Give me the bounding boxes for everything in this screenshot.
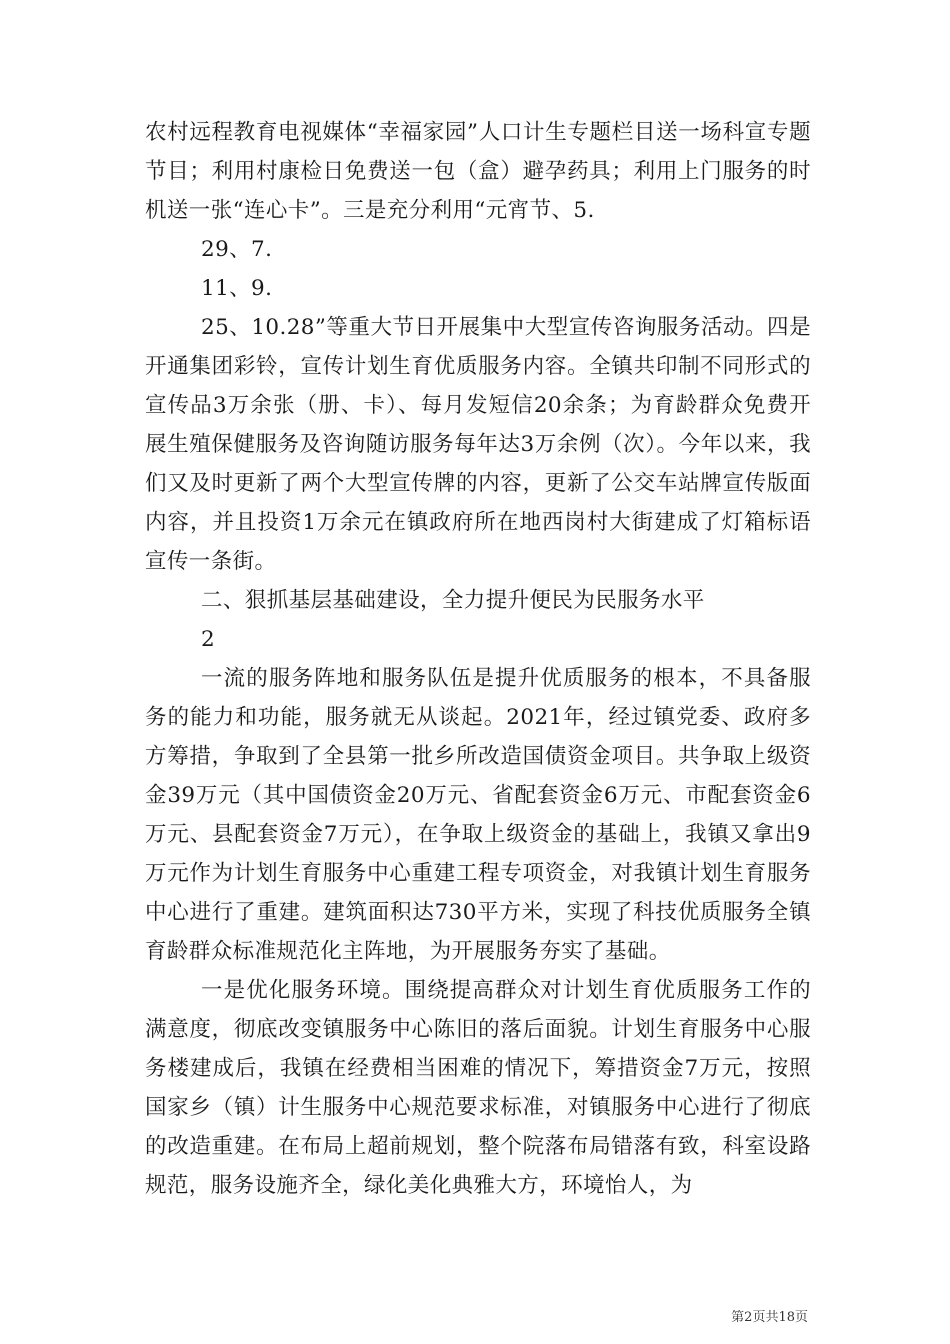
- paragraph-date-fragment-2: 11、9.: [201, 276, 273, 301]
- paragraph-service-base: 一流的服务阵地和服务队伍是提升优质服务的根本，不具备服务的能力和功能，服务就无从谈起。2021年，经过镇党委、政府多方筹措，争取到了全县第一批乡所改造国债资金项目。共争取上级资金39万元（其中国债资金20万元、省配套资金6万元、市配套资金6万元、县配套资金7万元），在争取上级资金的基础上，我镇又拿出9万元作为计划生育服务中心重建工程专项资金，对我镇计划生育服务中心进行了重建。建筑面积达730平方米，实现了科技优质服务全镇育龄群众标准规范化主阵地，为开展服务夯实了基础。: [145, 666, 811, 964]
- section-heading-two: 二、狠抓基层基础建设，全力提升便民为民服务水平: [201, 588, 705, 613]
- paragraph-date-fragment-1: 29、7.: [201, 237, 273, 262]
- paragraph-publicity-activities: 25、10.28”等重大节日开展集中大型宣传咨询服务活动。四是开通集团彩铃，宣传计划生育优质服务内容。全镇共印制不同形式的宣传品3万余张（册、卡）、每月发短信20余条；为育龄群众免费开展生殖保健服务及咨询随访服务每年达3万余例（次）。今年以来，我们又及时更新了两个大型宣传牌的内容，更新了公交车站牌宣传版面内容，并且投资1万余元在镇政府所在地西岗村大街建成了灯箱标语宣传一条街。: [145, 315, 811, 574]
- page-number-footer: 第2页共18页: [731, 1310, 808, 1325]
- paragraph-number-fragment: 2: [201, 627, 216, 652]
- paragraph-continuation: 农村远程教育电视媒体“幸福家园”人口计生专题栏目送一场科宣专题节目；利用村康检日免费送一包（盒）避孕药具；利用上门服务的时机送一张“连心卡”。三是充分利用“元宵节、5.: [145, 120, 811, 223]
- document-body: [145, 113, 811, 1205]
- paragraph-optimize-environment: 一是优化服务环境。围绕提高群众对计划生育优质服务工作的满意度，彻底改变镇服务中心陈旧的落后面貌。计划生育服务中心服务楼建成后，我镇在经费相当困难的情况下，筹措资金7万元，按照国家乡（镇）计生服务中心规范要求标准，对镇服务中心进行了彻底的改造重建。在布局上超前规划，整个院落布局错落有致，科室设路规范，服务设施齐全，绿化美化典雅大方，环境怡人，为: [145, 978, 811, 1198]
